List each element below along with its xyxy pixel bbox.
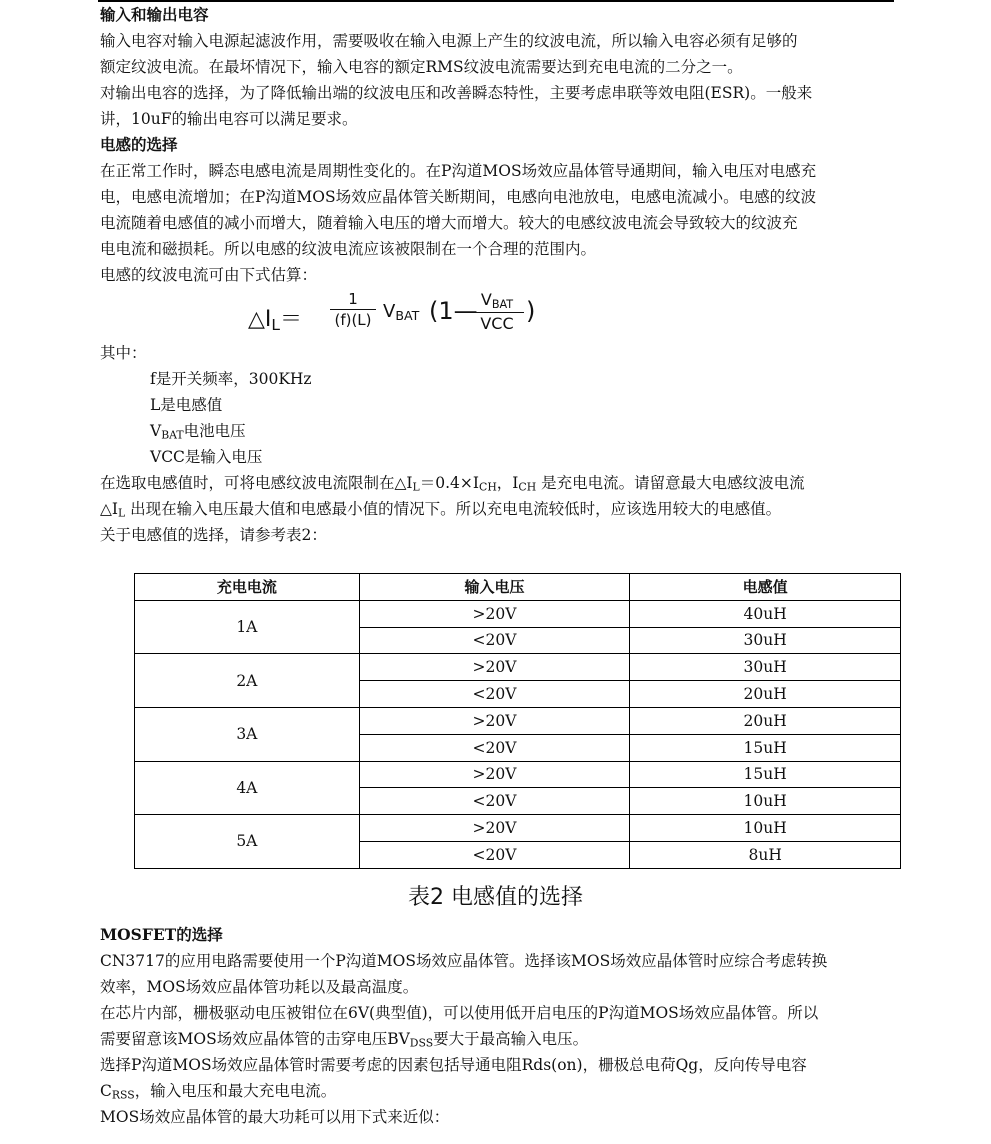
definition-l: L是电感值 <box>150 396 223 414</box>
inductance-cell: 10uH <box>630 788 901 815</box>
formula-lhs: $\triangle I_L=$ <box>248 307 303 334</box>
paragraph-line: 电电流和磁损耗。所以电感的纹波电流应该被限制在一个合理的范围内。 <box>100 240 597 258</box>
paragraph-line: 选择P沟道MOS场效应晶体管时需要考虑的因素包括导通电阻Rds(on)，栅极总电荷Qg，反向传导电容 <box>100 1056 807 1074</box>
input-voltage-cell: <20V <box>359 627 630 654</box>
input-voltage-cell: >20V <box>359 654 630 681</box>
inductance-cell: 30uH <box>630 627 901 654</box>
input-voltage-cell: <20V <box>359 841 630 868</box>
formula-fraction-1: 1 (f)(L) <box>330 290 376 329</box>
table-row <box>135 654 901 681</box>
paragraph-line: 需要留意该MOS场效应晶体管的击穿电压$BV_{DSS}$要大于最高输入电压。 <box>100 1030 589 1050</box>
inductance-cell: 20uH <box>630 707 901 734</box>
inductance-cell: 10uH <box>630 815 901 842</box>
inductance-cell: 15uH <box>630 734 901 761</box>
formula-open-paren: (1— <box>429 297 478 325</box>
paragraph-line: 额定纹波电流。在最坏情况下，输入电容的额定RMS纹波电流需要达到充电电流的二分之一。 <box>100 58 743 76</box>
input-voltage-cell: >20V <box>359 761 630 788</box>
header-inductance: 电感值 <box>630 574 901 601</box>
paragraph-line: CN3717的应用电路需要使用一个P沟道MOS场效应晶体管。选择该MOS场效应晶体管时应综合考虑转换 <box>100 952 828 970</box>
paragraph-line: 输入电容对输入电源起滤波作用，需要吸收在输入电源上产生的纹波电流，所以输入电容必须有足够的 <box>100 32 798 50</box>
paragraph-line: $C_{RSS}$，输入电压和最大充电电流。 <box>100 1082 337 1102</box>
paragraph-line: 在选取电感值时，可将电感纹波电流限制在$\triangle I_L=0.4\times I_{CH}$，$I_{CH}$ 是充电电流。请留意最大电感纹波电流 <box>100 474 805 494</box>
table-row <box>135 600 901 627</box>
table-header-row <box>135 574 901 601</box>
formula-fraction-2: $V_{BAT}$ VCC <box>470 290 524 333</box>
paragraph-line: $\triangle I_L$ 出现在输入电压最大值和电感最小值的情况下。所以充电电流较低时，应该选用较大的电感值。 <box>100 500 782 520</box>
charge-current-cell: 4A <box>135 761 360 815</box>
inductor-selection-table <box>134 573 901 869</box>
definition-vcc: VCC是输入电压 <box>150 448 263 466</box>
formula-close-paren: ) <box>526 297 536 325</box>
top-rule <box>98 0 894 2</box>
charge-current-cell: 2A <box>135 654 360 708</box>
paragraph-line: 电，电感电流增加；在P沟道MOS场效应晶体管关断期间，电感向电池放电，电感电流减小。电感的纹波 <box>100 188 817 206</box>
input-voltage-cell: <20V <box>359 734 630 761</box>
charge-current-cell: 1A <box>135 600 360 654</box>
paragraph-line: 关于电感值的选择，请参考表2： <box>100 526 327 544</box>
definition-f: f是开关频率，300KHz <box>150 370 312 388</box>
paragraph-line: 电感的纹波电流可由下式估算： <box>100 266 318 284</box>
formula-vbat: $V_{BAT}$ <box>383 301 420 324</box>
header-charge-current: 充电电流 <box>135 574 360 601</box>
input-voltage-cell: >20V <box>359 707 630 734</box>
inductance-cell: 30uH <box>630 654 901 681</box>
paragraph-line: 讲，10uF的输出电容可以满足要求。 <box>100 110 358 128</box>
inductance-cell: 40uH <box>630 600 901 627</box>
section-heading-mosfet: MOSFET的选择 <box>100 925 223 944</box>
input-voltage-cell: <20V <box>359 681 630 708</box>
table-row <box>135 707 901 734</box>
header-input-voltage: 输入电压 <box>359 574 630 601</box>
where-label: 其中： <box>100 344 147 362</box>
paragraph-line: 效率，MOS场效应晶体管功耗以及最高温度。 <box>100 978 419 996</box>
input-voltage-cell: <20V <box>359 788 630 815</box>
paragraph-line: 在芯片内部，栅极驱动电压被钳位在6V(典型值)，可以使用低开启电压的P沟道MOS场效应晶体管。所以 <box>100 1004 819 1022</box>
charge-current-cell: 3A <box>135 707 360 761</box>
ripple-current-formula <box>248 286 548 336</box>
input-voltage-cell: >20V <box>359 815 630 842</box>
table-row <box>135 815 901 842</box>
paragraph-line: 电流随着电感值的减小而增大，随着输入电压的增大而增大。较大的电感纹波电流会导致较大的纹波充 <box>100 214 798 232</box>
input-voltage-cell: >20V <box>359 600 630 627</box>
inductance-cell: 15uH <box>630 761 901 788</box>
section-heading-capacitors: 输入和输出电容 <box>100 5 209 24</box>
paragraph-line: 在正常工作时，瞬态电感电流是周期性变化的。在P沟道MOS场效应晶体管导通期间，输入电压对电感充 <box>100 162 817 180</box>
charge-current-cell: 5A <box>135 815 360 869</box>
inductance-cell: 20uH <box>630 681 901 708</box>
paragraph-line: MOS场效应晶体管的最大功耗可以用下式来近似： <box>100 1108 450 1126</box>
paragraph-line: 对输出电容的选择，为了降低输出端的纹波电压和改善瞬态特性，主要考虑串联等效电阻(ESR)。一般来 <box>100 84 813 102</box>
table-caption: 表2 电感值的选择 <box>408 885 583 910</box>
table-row <box>135 761 901 788</box>
inductance-cell: 8uH <box>630 841 901 868</box>
section-heading-inductor: 电感的选择 <box>100 135 178 154</box>
definition-vbat: $V_{BAT}$电池电压 <box>150 422 246 442</box>
